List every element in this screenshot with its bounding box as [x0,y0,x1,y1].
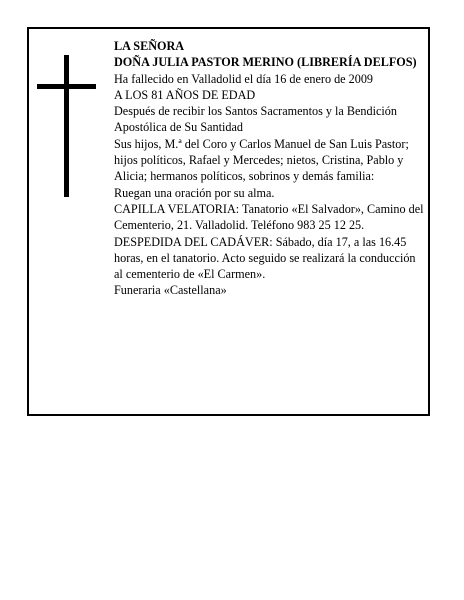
chapel-line: CAPILLA VELATORIA: Tanatorio «El Salvador», Camino del Cementerio, 21. Valladolid. Teléfono 983 25 12 25. [114,201,424,233]
age-line: A LOS 81 AÑOS DE EDAD [114,87,256,102]
cross-horizontal-bar [37,84,96,89]
deceased-name: DOÑA JULIA PASTOR MERINO (LIBRERÍA DELFOS) [114,55,417,70]
prayer-line: Ruegan una oración por su alma. [114,185,275,200]
family-line: Sus hijos, M.ª del Coro y Carlos Manuel de San Luis Pastor; hijos políticos, Rafael y Mercedes; nietos, Cristina, Pablo y Alicia; hermanos políticos, sobrinos y demás familia: [114,136,409,184]
notice-title: LA SEÑORA [114,39,185,53]
farewell-line: DESPEDIDA DEL CADÁVER: Sábado, día 17, a las 16.45 horas, en el tanatorio. Acto seguido se realizará la conducción al cementerio de «El Carmen». [114,234,416,282]
obituary-text [114,38,426,299]
sacraments-line: Después de recibir los Santos Sacramentos y la Bendición Apostólica de Su Santidad [114,104,397,135]
funeral-home-line: Funeraria «Castellana» [114,283,227,298]
death-announcement: Ha fallecido en Valladolid el día 16 de enero de 2009 [114,71,374,86]
cross-vertical-bar [64,55,69,197]
